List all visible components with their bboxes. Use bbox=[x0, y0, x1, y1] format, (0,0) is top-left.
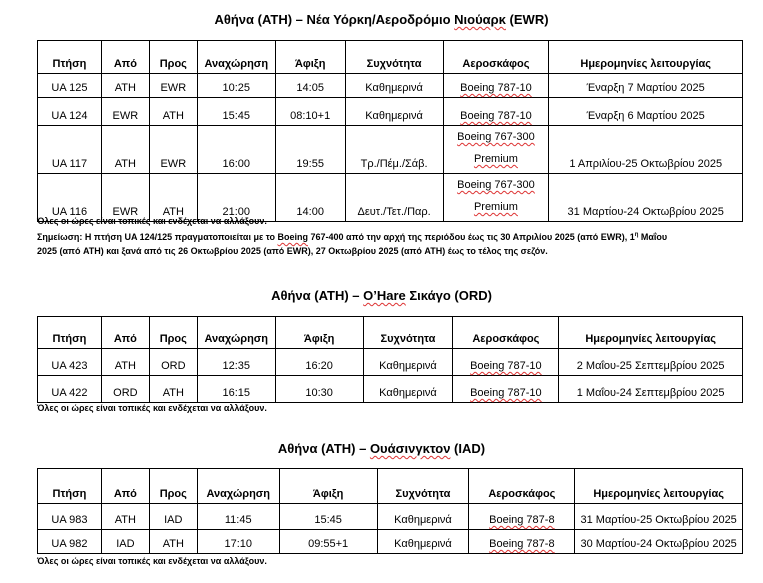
aircraft-text: Boeing 787-8 bbox=[489, 514, 555, 526]
cell: 31 Μαρτίου-24 Οκτωβρίου 2025 bbox=[549, 174, 743, 222]
col-header: Ημερομηνίες λειτουργίας bbox=[559, 317, 743, 349]
col-header: Άφιξη bbox=[275, 41, 345, 74]
cell: UA 982 bbox=[38, 530, 102, 554]
cell: 31 Μαρτίου-25 Οκτωβρίου 2025 bbox=[575, 504, 743, 530]
note-superscript: η bbox=[634, 232, 639, 238]
footnote-times: Όλες οι ώρες είναι τοπικές και ενδέχεται να αλλάξουν. bbox=[37, 403, 267, 413]
cell: IAD bbox=[149, 504, 197, 530]
cell: 14:00 bbox=[275, 174, 345, 222]
cell: 1 Μαΐου-24 Σεπτεμβρίου 2025 bbox=[559, 376, 743, 403]
note-text: 767-400 από την αρχή της περιόδου έως τις 30 Απριλίου 2025 (από EWR), 1 bbox=[308, 232, 635, 242]
cell: 19:55 bbox=[275, 126, 345, 174]
note-text: Σημείωση: Η πτήση UA 124/125 πραγματοποιείται με το bbox=[37, 232, 278, 242]
cell: UA 983 bbox=[38, 504, 102, 530]
col-header: Από bbox=[101, 469, 149, 504]
cell: ORD bbox=[149, 349, 197, 376]
table-header-row bbox=[38, 469, 743, 504]
cell bbox=[469, 504, 575, 530]
cell: 16:20 bbox=[275, 349, 363, 376]
cell: Καθημερινά bbox=[345, 98, 443, 126]
footnote-times: Όλες οι ώρες είναι τοπικές και ενδέχεται να αλλάξουν. bbox=[37, 556, 267, 566]
note-text-underlined: Boeing bbox=[277, 232, 308, 242]
cell: ATH bbox=[101, 126, 149, 174]
cell bbox=[443, 98, 549, 126]
col-header: Αναχώρηση bbox=[197, 469, 279, 504]
table-row bbox=[38, 126, 743, 174]
cell: 15:45 bbox=[279, 504, 377, 530]
section-1-title bbox=[0, 12, 763, 27]
table-row bbox=[38, 530, 743, 554]
section-2-title bbox=[0, 288, 763, 303]
flights-table-ewr bbox=[37, 40, 743, 222]
title-text: Σικάγο (ORD) bbox=[405, 288, 492, 303]
aircraft-text: Boeing 767-300 Premium bbox=[457, 179, 535, 213]
col-header: Ημερομηνίες λειτουργίας bbox=[549, 41, 743, 74]
cell bbox=[453, 376, 559, 403]
cell: 09:55+1 bbox=[279, 530, 377, 554]
cell: UA 423 bbox=[38, 349, 102, 376]
cell: ORD bbox=[101, 376, 149, 403]
col-header: Αεροσκάφος bbox=[453, 317, 559, 349]
cell: 1 Απριλίου-25 Οκτωβρίου 2025 bbox=[549, 126, 743, 174]
cell: UA 422 bbox=[38, 376, 102, 403]
cell: 2 Μαΐου-25 Σεπτεμβρίου 2025 bbox=[559, 349, 743, 376]
table-row bbox=[38, 504, 743, 530]
title-text: Αθήνα (ATH) – Νέα Υόρκη/Αεροδρόμιο bbox=[214, 12, 455, 27]
col-header: Συχνότητα bbox=[377, 469, 469, 504]
col-header: Πτήση bbox=[38, 469, 102, 504]
cell bbox=[453, 349, 559, 376]
cell: ATH bbox=[149, 98, 197, 126]
col-header: Από bbox=[101, 41, 149, 74]
cell: 08:10+1 bbox=[275, 98, 345, 126]
aircraft-text: Boeing 787-10 bbox=[470, 360, 542, 372]
col-header: Προς bbox=[149, 41, 197, 74]
cell: Καθημερινά bbox=[363, 376, 453, 403]
cell: 30 Μαρτίου-24 Οκτωβρίου 2025 bbox=[575, 530, 743, 554]
cell: EWR bbox=[101, 98, 149, 126]
table-header-row bbox=[38, 317, 743, 349]
aircraft-text: Boeing 787-8 bbox=[489, 538, 555, 550]
table-row bbox=[38, 349, 743, 376]
footnote-times: Όλες οι ώρες είναι τοπικές και ενδέχεται να αλλάξουν. bbox=[37, 216, 267, 226]
col-header: Αναχώρηση bbox=[197, 41, 275, 74]
title-text: (EWR) bbox=[505, 12, 549, 27]
cell: ATH bbox=[101, 349, 149, 376]
cell: UA 125 bbox=[38, 74, 102, 98]
aircraft-text: Boeing 787-10 bbox=[460, 110, 532, 122]
cell bbox=[469, 530, 575, 554]
table-row bbox=[38, 74, 743, 98]
note-text: Μαΐου 2025 (από ATH) και ξανά από τις 26 Οκτωβρίου 2025 (από EWR), 27 Οκτωβρίου 2025 (από ATH) έως το τέλος της σεζόν. bbox=[37, 232, 668, 256]
col-header: Από bbox=[101, 317, 149, 349]
cell: ATH bbox=[149, 376, 197, 403]
section-3-title bbox=[0, 441, 763, 456]
col-header: Άφιξη bbox=[275, 317, 363, 349]
cell: ATH bbox=[149, 530, 197, 554]
aircraft-text: Boeing 767-300 Premium bbox=[457, 131, 535, 165]
title-text: Αθήνα (ATH) – bbox=[271, 288, 364, 303]
col-header: Άφιξη bbox=[279, 469, 377, 504]
table-row bbox=[38, 376, 743, 403]
cell: Καθημερινά bbox=[377, 530, 469, 554]
cell: 21:00 bbox=[197, 174, 275, 222]
cell: UA 117 bbox=[38, 126, 102, 174]
cell: Δευτ./Τετ./Παρ. bbox=[345, 174, 443, 222]
col-header: Αναχώρηση bbox=[197, 317, 275, 349]
cell: 11:45 bbox=[197, 504, 279, 530]
cell: ATH bbox=[101, 74, 149, 98]
cell: 10:30 bbox=[275, 376, 363, 403]
cell: Καθημερινά bbox=[345, 74, 443, 98]
cell: Έναρξη 6 Μαρτίου 2025 bbox=[549, 98, 743, 126]
cell: Καθημερινά bbox=[377, 504, 469, 530]
cell: UA 124 bbox=[38, 98, 102, 126]
cell: Καθημερινά bbox=[363, 349, 453, 376]
aircraft-text: Boeing 787-10 bbox=[470, 387, 542, 399]
cell: Τρ./Πέμ./Σάβ. bbox=[345, 126, 443, 174]
cell: 16:15 bbox=[197, 376, 275, 403]
col-header: Ημερομηνίες λειτουργίας bbox=[575, 469, 743, 504]
col-header: Πτήση bbox=[38, 317, 102, 349]
title-text-underlined: O’Hare bbox=[363, 288, 406, 303]
title-text-underlined: Νιούαρκ bbox=[454, 12, 506, 27]
title-text: (IAD) bbox=[450, 441, 486, 456]
col-header: Συχνότητα bbox=[345, 41, 443, 74]
title-text: Αθήνα (ATH) – bbox=[277, 441, 370, 456]
cell: EWR bbox=[149, 126, 197, 174]
col-header: Συχνότητα bbox=[363, 317, 453, 349]
cell: IAD bbox=[101, 530, 149, 554]
cell: UA 116 bbox=[38, 174, 102, 222]
col-header: Προς bbox=[149, 469, 197, 504]
cell: ATH bbox=[101, 504, 149, 530]
cell bbox=[443, 126, 549, 174]
cell: 17:10 bbox=[197, 530, 279, 554]
cell bbox=[443, 74, 549, 98]
table-row bbox=[38, 98, 743, 126]
cell bbox=[443, 174, 549, 222]
flights-table-ord bbox=[37, 316, 743, 403]
aircraft-text: Boeing 787-10 bbox=[460, 82, 532, 94]
flights-table-iad bbox=[37, 468, 743, 554]
col-header: Αεροσκάφος bbox=[443, 41, 549, 74]
cell: 16:00 bbox=[197, 126, 275, 174]
cell: 14:05 bbox=[275, 74, 345, 98]
cell: 10:25 bbox=[197, 74, 275, 98]
table-header-row bbox=[38, 41, 743, 74]
cell: EWR bbox=[101, 174, 149, 222]
footnote-aircraft bbox=[37, 228, 677, 258]
cell: ATH bbox=[149, 174, 197, 222]
cell: Έναρξη 7 Μαρτίου 2025 bbox=[549, 74, 743, 98]
cell: 15:45 bbox=[197, 98, 275, 126]
col-header: Αεροσκάφος bbox=[469, 469, 575, 504]
col-header: Πτήση bbox=[38, 41, 102, 74]
cell: EWR bbox=[149, 74, 197, 98]
title-text-underlined: Ουάσινγκτον bbox=[369, 441, 451, 456]
col-header: Προς bbox=[149, 317, 197, 349]
cell: 12:35 bbox=[197, 349, 275, 376]
